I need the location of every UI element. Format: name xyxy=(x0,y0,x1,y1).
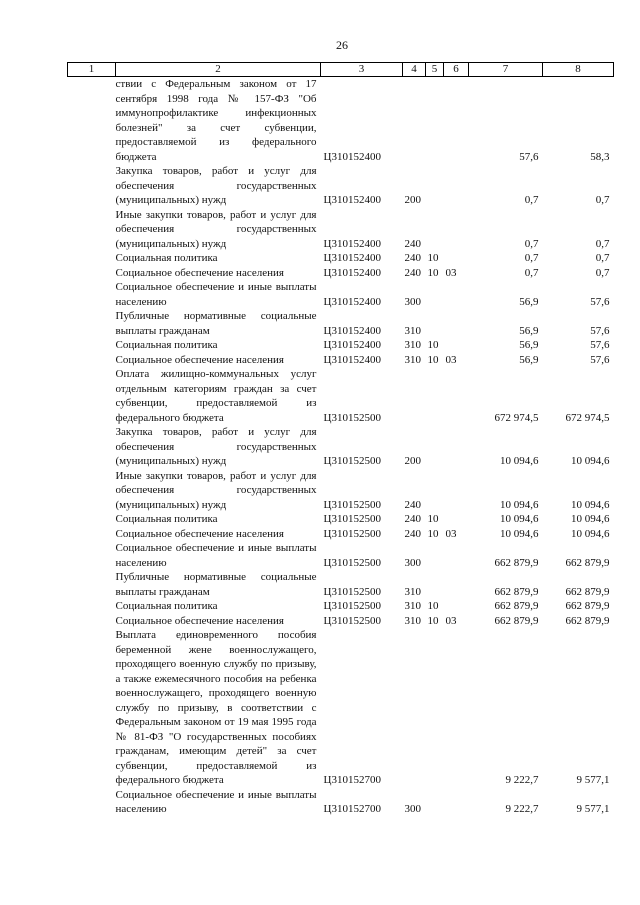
column-header-1: 1 xyxy=(68,63,116,77)
cell-expense-type: 240 xyxy=(404,237,421,250)
cell-sum-year2: 662 879,9 xyxy=(565,600,610,612)
cell-col1 xyxy=(68,628,116,788)
cell-name: ствии с Федеральным законом от 17 сентября 1998 года № 157-ФЗ "Об иммунопрофилактике инфекционных болезней" за счет субвенции, предоставляемой из федерального бюджета xyxy=(115,78,317,163)
cell-subsection xyxy=(444,570,469,599)
cell-subsection xyxy=(444,541,469,570)
cell-subsection xyxy=(444,599,469,614)
cell-name: Иные закупки товаров, работ и услуг для обеспечения государственных (муниципальных) нужд xyxy=(115,208,317,250)
cell-sum-year2: 0,7 xyxy=(595,237,610,250)
cell-section xyxy=(426,309,444,338)
cell-section: 10 xyxy=(427,252,439,264)
cell-section xyxy=(426,164,444,208)
cell-name: Иные закупки товаров, работ и услуг для обеспечения государственных (муниципальных) нужд xyxy=(115,469,317,511)
header-row xyxy=(68,63,614,77)
cell-subsection xyxy=(444,367,469,425)
cell-subsection xyxy=(444,164,469,208)
cell-target-code: Ц310152500 xyxy=(323,513,381,525)
cell-name: Социальное обеспечение населения xyxy=(115,527,284,540)
cell-subsection: 03 xyxy=(445,527,457,540)
table-row xyxy=(68,280,614,309)
cell-subsection xyxy=(444,251,469,266)
cell-subsection xyxy=(444,469,469,513)
cell-target-code: Ц310152500 xyxy=(323,411,381,424)
cell-name: Социальная политика xyxy=(115,252,218,264)
table-row xyxy=(68,527,614,542)
column-header-6: 6 xyxy=(444,63,469,77)
table-row xyxy=(68,208,614,252)
cell-sum-year1: 10 094,6 xyxy=(500,455,539,467)
table-row xyxy=(68,570,614,599)
table-row xyxy=(68,338,614,353)
cell-sum-year2: 57,6 xyxy=(590,324,610,337)
cell-section xyxy=(426,570,444,599)
cell-col1 xyxy=(68,541,116,570)
cell-section: 10 xyxy=(427,614,439,627)
cell-sum-year1: 672 974,5 xyxy=(494,411,539,424)
cell-expense-type: 200 xyxy=(404,194,421,206)
page-number: 26 xyxy=(336,38,348,52)
table-row xyxy=(68,599,614,614)
cell-expense-type: 240 xyxy=(404,266,421,279)
cell-section xyxy=(426,367,444,425)
cell-sum-year1: 0,7 xyxy=(524,237,539,250)
cell-expense-type: 240 xyxy=(404,513,421,525)
cell-expense-type: 310 xyxy=(404,324,421,337)
cell-name: Закупка товаров, работ и услуг для обеспечения государственных (муниципальных) нужд xyxy=(115,426,317,467)
cell-sum-year2: 57,6 xyxy=(590,353,610,366)
cell-col1 xyxy=(68,353,116,368)
cell-expense-type: 300 xyxy=(404,556,421,569)
cell-target-code: Ц310152400 xyxy=(323,295,381,308)
cell-subsection xyxy=(444,512,469,527)
cell-target-code: Ц310152500 xyxy=(323,527,381,540)
table-row xyxy=(68,541,614,570)
cell-section xyxy=(426,77,444,165)
cell-expense-type: 310 xyxy=(404,600,421,612)
cell-target-code: Ц310152500 xyxy=(323,455,381,467)
cell-sum-year2: 662 879,9 xyxy=(565,556,610,569)
cell-name: Публичные нормативные социальные выплаты гражданам xyxy=(115,310,317,337)
cell-col1 xyxy=(68,469,116,513)
cell-col1 xyxy=(68,599,116,614)
cell-expense-type: 310 xyxy=(404,614,421,627)
cell-sum-year2: 0,7 xyxy=(595,194,610,206)
cell-sum-year1: 9 222,7 xyxy=(505,774,539,786)
cell-expense-type: 300 xyxy=(404,803,421,815)
cell-subsection: 03 xyxy=(445,266,457,279)
cell-name: Социальная политика xyxy=(115,339,218,351)
cell-section: 10 xyxy=(427,600,439,612)
table-row xyxy=(68,77,614,165)
cell-col1 xyxy=(68,512,116,527)
cell-target-code: Ц310152500 xyxy=(323,498,381,511)
cell-sum-year2: 672 974,5 xyxy=(565,411,610,424)
cell-name: Выплата единовременного пособия беременной жене военнослужащего, проходящего военную службу по призыву, а также ежемесячного пособия на ребенка военнослужащего, проходящего военную службу по призыву, в соответствии с Федеральным законом от 19 мая 1995 года № 81-ФЗ "О государственных пособиях гражданам, имеющим детей" за счет субвенции, предоставляемой из федерального бюджета xyxy=(115,629,317,786)
cell-expense-type: 240 xyxy=(404,498,421,511)
cell-target-code: Ц310152400 xyxy=(323,252,381,264)
cell-section xyxy=(426,469,444,513)
table-row xyxy=(68,628,614,788)
cell-col1 xyxy=(68,309,116,338)
cell-section xyxy=(426,788,444,817)
cell-col1 xyxy=(68,280,116,309)
cell-sum-year2: 58,3 xyxy=(590,150,610,163)
budget-table xyxy=(67,62,614,817)
cell-sum-year1: 662 879,9 xyxy=(494,585,539,598)
cell-expense-type: 310 xyxy=(404,585,421,598)
cell-sum-year2: 662 879,9 xyxy=(565,585,610,598)
cell-sum-year1: 56,9 xyxy=(519,295,539,308)
cell-name: Социальная политика xyxy=(115,600,218,612)
cell-target-code: Ц310152500 xyxy=(323,600,381,612)
cell-section xyxy=(426,208,444,252)
table-row xyxy=(68,309,614,338)
table-row xyxy=(68,512,614,527)
cell-sum-year2: 10 094,6 xyxy=(571,455,610,467)
cell-expense-type xyxy=(403,628,426,788)
cell-col1 xyxy=(68,425,116,469)
cell-expense-type: 310 xyxy=(404,353,421,366)
cell-section: 10 xyxy=(427,266,439,279)
cell-name: Социальное обеспечение и иные выплаты населению xyxy=(115,542,317,569)
cell-name: Социальная политика xyxy=(115,513,218,525)
cell-section: 10 xyxy=(427,513,439,525)
cell-target-code: Ц310152400 xyxy=(323,266,381,279)
table-row xyxy=(68,164,614,208)
cell-sum-year1: 0,7 xyxy=(524,266,539,279)
cell-col1 xyxy=(68,164,116,208)
cell-sum-year2: 0,7 xyxy=(595,266,610,279)
cell-col1 xyxy=(68,788,116,817)
cell-section xyxy=(426,628,444,788)
cell-sum-year1: 56,9 xyxy=(519,353,539,366)
cell-col1 xyxy=(68,77,116,165)
cell-sum-year2: 57,6 xyxy=(590,295,610,308)
cell-target-code: Ц310152700 xyxy=(323,774,381,786)
cell-target-code: Ц310152400 xyxy=(323,150,381,163)
cell-target-code: Ц310152400 xyxy=(323,353,381,366)
cell-sum-year2: 9 577,1 xyxy=(576,774,610,786)
cell-sum-year2: 662 879,9 xyxy=(565,614,610,627)
cell-section: 10 xyxy=(427,339,439,351)
table-body xyxy=(68,77,614,817)
cell-col1 xyxy=(68,266,116,281)
column-header-8: 8 xyxy=(543,63,614,77)
cell-expense-type xyxy=(403,367,426,425)
cell-subsection xyxy=(444,208,469,252)
cell-target-code: Ц310152500 xyxy=(323,585,381,598)
cell-sum-year1: 0,7 xyxy=(524,252,539,264)
table-row xyxy=(68,788,614,817)
cell-col1 xyxy=(68,527,116,542)
cell-name: Социальное обеспечение и иные выплаты населению xyxy=(115,788,317,815)
cell-sum-year1: 10 094,6 xyxy=(500,513,539,525)
cell-sum-year1: 56,9 xyxy=(519,339,539,351)
cell-sum-year1: 10 094,6 xyxy=(500,498,539,511)
column-header-7: 7 xyxy=(469,63,543,77)
cell-name: Социальное обеспечение населения xyxy=(115,353,284,366)
cell-subsection: 03 xyxy=(445,614,457,627)
cell-name: Закупка товаров, работ и услуг для обеспечения государственных (муниципальных) нужд xyxy=(115,165,317,206)
cell-sum-year2: 0,7 xyxy=(595,252,610,264)
cell-subsection xyxy=(444,280,469,309)
cell-section xyxy=(426,541,444,570)
cell-col1 xyxy=(68,570,116,599)
cell-name: Социальное обеспечение населения xyxy=(115,614,284,627)
cell-target-code: Ц310152500 xyxy=(323,614,381,627)
cell-sum-year2: 10 094,6 xyxy=(571,513,610,525)
cell-sum-year1: 57,6 xyxy=(519,150,539,163)
cell-section: 10 xyxy=(427,527,439,540)
column-header-3: 3 xyxy=(321,63,403,77)
cell-expense-type: 200 xyxy=(404,455,421,467)
cell-name: Публичные нормативные социальные выплаты гражданам xyxy=(115,571,317,598)
cell-sum-year1: 662 879,9 xyxy=(494,614,539,627)
cell-expense-type: 310 xyxy=(404,339,421,351)
column-header-2: 2 xyxy=(116,63,321,77)
cell-subsection xyxy=(444,788,469,817)
cell-target-code: Ц310152400 xyxy=(323,339,381,351)
table-header xyxy=(68,63,614,77)
cell-col1 xyxy=(68,367,116,425)
cell-target-code: Ц310152700 xyxy=(323,803,381,815)
cell-subsection: 03 xyxy=(445,353,457,366)
cell-sum-year1: 0,7 xyxy=(524,194,539,206)
table-row xyxy=(68,469,614,513)
cell-sum-year1: 662 879,9 xyxy=(494,556,539,569)
cell-target-code: Ц310152500 xyxy=(323,556,381,569)
table-row xyxy=(68,353,614,368)
cell-subsection xyxy=(444,425,469,469)
cell-expense-type: 240 xyxy=(404,527,421,540)
cell-name: Социальное обеспечение и иные выплаты населению xyxy=(115,281,317,308)
cell-section xyxy=(426,425,444,469)
cell-sum-year2: 10 094,6 xyxy=(571,498,610,511)
cell-name: Социальное обеспечение населения xyxy=(115,266,284,279)
cell-subsection xyxy=(444,77,469,165)
cell-sum-year1: 9 222,7 xyxy=(505,803,539,815)
table-row xyxy=(68,425,614,469)
cell-section xyxy=(426,280,444,309)
cell-expense-type xyxy=(403,77,426,165)
cell-sum-year1: 56,9 xyxy=(519,324,539,337)
cell-target-code: Ц310152400 xyxy=(323,237,381,250)
cell-expense-type: 300 xyxy=(404,295,421,308)
cell-sum-year2: 57,6 xyxy=(590,339,610,351)
table-row xyxy=(68,614,614,629)
cell-target-code: Ц310152400 xyxy=(323,324,381,337)
cell-col1 xyxy=(68,208,116,252)
cell-name: Оплата жилищно-коммунальных услуг отдельным категориям граждан за счет субвенции, предоставляемой из федерального бюджета xyxy=(115,368,317,424)
cell-section: 10 xyxy=(427,353,439,366)
column-header-5: 5 xyxy=(426,63,444,77)
cell-subsection xyxy=(444,628,469,788)
cell-sum-year2: 9 577,1 xyxy=(576,803,610,815)
cell-sum-year2: 10 094,6 xyxy=(571,527,610,540)
table-row xyxy=(68,367,614,425)
cell-expense-type: 240 xyxy=(404,252,421,264)
column-header-4: 4 xyxy=(403,63,426,77)
cell-sum-year1: 10 094,6 xyxy=(500,527,539,540)
cell-subsection xyxy=(444,309,469,338)
cell-target-code: Ц310152400 xyxy=(323,194,381,206)
cell-col1 xyxy=(68,251,116,266)
table-row xyxy=(68,251,614,266)
cell-col1 xyxy=(68,614,116,629)
cell-sum-year1: 662 879,9 xyxy=(494,600,539,612)
table-row xyxy=(68,266,614,281)
cell-subsection xyxy=(444,338,469,353)
cell-col1 xyxy=(68,338,116,353)
